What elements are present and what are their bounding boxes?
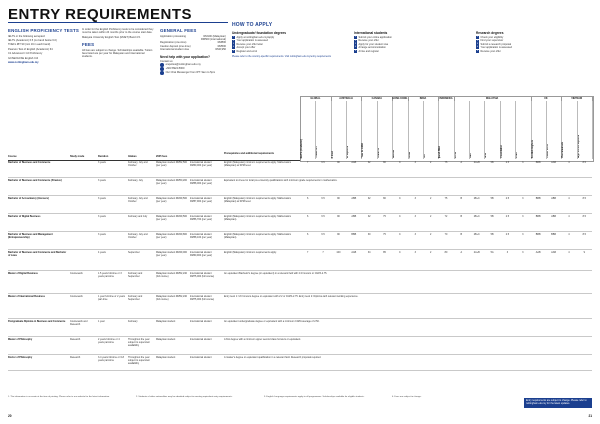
table-row: [8, 232, 592, 250]
step: 4 Your application is assessed: [476, 46, 512, 50]
duration: 4 years: [98, 251, 106, 254]
english-line: IELTS (Academic) 6.5 (no band below 6.0): [8, 38, 57, 42]
score-cell: B: [460, 233, 463, 236]
english-heading: ENGLISH PROFICIENCY TESTS: [8, 28, 80, 33]
score-cell: 2.5: [505, 215, 510, 218]
score-cell: 5A: [490, 251, 494, 254]
table-row: [8, 271, 592, 294]
qualification-header: HKDSE: [392, 101, 408, 159]
intakes: February and September: [128, 295, 143, 301]
score-cell: 85: [383, 251, 386, 254]
score-cell: 7: [307, 251, 309, 254]
qualification-header: Foundation: [500, 101, 516, 159]
step: 3 Submit a research proposal: [476, 42, 512, 46]
course-name: Bachelor of Digital Business: [8, 215, 41, 218]
duration: 3 years: [98, 179, 106, 182]
score-cell: 3: [506, 251, 509, 254]
region-band: CANADA: [361, 96, 393, 101]
english-line: TOEFL iBT 90 (min 19 in each band): [8, 43, 51, 47]
chat-icon: [160, 71, 164, 75]
score-cell: 2: [429, 251, 432, 254]
score-cell: C: [399, 215, 401, 218]
score-cell: 2: [429, 215, 432, 218]
score-cell: 72: [444, 215, 448, 218]
qualification-header: Lower Pre-U: [546, 101, 562, 159]
region-band: MALAYSIA: [454, 96, 532, 101]
step: 2 Find your supervisor: [476, 39, 504, 43]
score-cell: AAB: [351, 161, 357, 164]
contact-chat[interactable]: Our Chat Messenger from IPT: 9am to 5pm: [160, 71, 226, 75]
fee-malaysian: Malaysian student RM49,000 (per year): [156, 251, 187, 257]
col-duration: Duration: [98, 155, 109, 158]
step: 4 Arrange accommodation: [354, 46, 386, 50]
step: 2 Your application is assessed: [232, 39, 268, 43]
duration: 1.5 years full-time or 3 years part-time: [98, 272, 122, 278]
prerequisites: An equivalent undergraduate degree or equivalent with a minimum CGPA average of 2.50.: [224, 320, 320, 323]
fee-malaysian: Malaysian student RM52,500 (per year): [156, 161, 187, 167]
score-cell: 6.5: [321, 233, 325, 236]
ug-heading: Undergraduate/ foundation degrees: [232, 31, 287, 35]
score-cell: 3: [414, 251, 416, 254]
research-steps: [476, 30, 592, 53]
study-mode: Research: [70, 356, 81, 359]
score-cell: AAB: [351, 251, 357, 254]
score-cell: 4: [568, 215, 570, 218]
score-cell: 2A+B: [473, 161, 480, 164]
fees-text: All fees are subject to change. Scholarships available. Tuition fees listed are per year for Malaysian and international students.: [82, 48, 153, 59]
score-cell: 32: [367, 215, 371, 218]
english-line: Pearson Test of English (Academic) 64: [8, 47, 53, 51]
table-row: [8, 196, 592, 214]
score-cell: ABB: [551, 197, 556, 200]
qualification-header: STPM: [454, 101, 470, 159]
apply-heading: HOW TO APPLY: [232, 22, 273, 28]
footnote: 2. Students of other nationalities may be admitted subject to meeting equivalent entry requirements.: [136, 396, 233, 398]
fee-malaysian: Malaysian student RM52,240 (full course): [156, 295, 187, 301]
prerequisites: English (Malaysian) minimum requirements apply. Mathematics (Malaysian).: [224, 233, 291, 239]
how-to-apply-section: [232, 22, 592, 58]
score-cell: 3: [522, 233, 524, 236]
score-cell: 3: [414, 215, 416, 218]
page-title: ENTRY REQUIREMENTS: [8, 6, 193, 23]
notice-box: Entry requirements are subject to change. Please refer to nottingham.edu.my for the latest updates.: [524, 398, 592, 408]
contact-email[interactable]: enquiries@nottingham.edu.my: [160, 63, 226, 67]
score-cell: 75: [383, 215, 386, 218]
note-line: Malaysia University English Test (MUET) Band 4.5.: [82, 35, 141, 39]
english-line: C1 Advanced / C2 Proficiency: [8, 52, 43, 56]
score-cell: 70: [444, 233, 448, 236]
step: 3 Receive your offer letter: [232, 42, 263, 46]
intakes: February: [128, 320, 138, 323]
step: 1 Apply at nottingham.edu.my/apply: [232, 36, 275, 39]
region-band: GLOBAL: [300, 96, 332, 101]
score-cell: 5B: [490, 215, 494, 218]
score-cell: 32: [367, 197, 371, 200]
score-cell: 75: [383, 233, 386, 236]
duration: 1 year: [98, 320, 105, 323]
intl-heading: International students: [354, 31, 388, 35]
table-row: [8, 178, 592, 196]
fees-heading: FEES: [82, 42, 95, 48]
duration: 3 years: [98, 197, 106, 200]
course-name: Master of Digital Business: [8, 272, 38, 275]
course-name: Master of International Business: [8, 295, 45, 298]
table-row: [8, 250, 592, 271]
fee-malaysian: Malaysian student RM50,200 (per year): [156, 179, 187, 185]
fee-row: Caution deposit (one-time) RM500: [160, 44, 226, 48]
score-cell: 3: [522, 251, 524, 254]
intakes: February and July: [128, 215, 148, 218]
score-cell: ABB: [351, 215, 357, 218]
score-cell: 2: [429, 161, 432, 164]
score-cell: 5B: [490, 197, 494, 200]
prerequisites: English (Malaysian) minimum requirements apply. Mathematics (Malaysian) at SPM level.: [224, 161, 291, 167]
score-cell: 6.5: [321, 215, 325, 218]
score-cell: 80: [383, 197, 386, 200]
intakes: February, July and October: [128, 161, 148, 167]
score-cell: 7: [307, 161, 309, 164]
score-cell: 90: [337, 215, 340, 218]
score-cell: 75: [444, 161, 448, 164]
score-cell: 4: [568, 233, 570, 236]
col-intakes: Intakes: [128, 155, 137, 158]
score-cell: 4: [568, 197, 570, 200]
intakes: Throughout the year subject to supervisor availability: [128, 338, 150, 347]
english-proficiency-section: [8, 28, 80, 66]
qualification-header: IB Diploma: [346, 101, 362, 159]
score-cell: 3: [414, 161, 416, 164]
intakes: Throughout the year subject to supervisor availability: [128, 356, 150, 365]
ug-steps: [232, 30, 348, 53]
fee-international: International student RM75,000 (full course): [190, 272, 215, 278]
region-band: INDIA: [408, 96, 440, 101]
english-intro: IELTS or the following accepted:: [8, 34, 46, 38]
course-name: Postgraduate Diploma in Business and Commerce: [8, 320, 66, 323]
fee-malaysian: Malaysian student: [156, 356, 176, 359]
score-cell: 8.5: [582, 233, 586, 236]
contact-phone[interactable]: +603 8924 8000: [160, 67, 226, 71]
qualification-header: Scottish Highers: [531, 101, 547, 159]
score-cell: 75: [444, 197, 448, 200]
score-cell: 2B+C: [473, 215, 480, 218]
score-cell: 2.5: [505, 197, 510, 200]
course-name: Bachelor of Business and Commerce and Bachelor of Laws: [8, 251, 67, 257]
score-cell: A: [460, 251, 463, 254]
qualification-header: Ijazah SMA: [438, 101, 454, 159]
qualification-header: Year 12 ATAR: [361, 101, 377, 159]
region-band: VIETNAM: [561, 96, 593, 101]
fee-international: International student RM56,700 (per year): [190, 215, 213, 221]
region-band: INDONESIA: [438, 96, 454, 101]
step: 5 Receive your offer: [476, 49, 501, 53]
english-line: GCSE/IGCSE English C/4: [8, 56, 39, 60]
qualification-header: UEC: [469, 101, 485, 159]
qualification-header: IELTS (Academic): [300, 101, 316, 159]
score-cell: 8.5: [582, 215, 586, 218]
study-mode: Coursework and Research: [70, 320, 88, 326]
fee-international: International student: [190, 356, 212, 359]
qualification-header: BTEC: [515, 101, 531, 159]
col-course: Course: [8, 155, 17, 158]
step: 5 Register and enrol: [232, 49, 257, 53]
intakes: February, July and October: [128, 197, 148, 203]
score-cell: 4: [568, 251, 570, 254]
score-cell: 3: [414, 233, 416, 236]
prerequisites: Equivalent to A level or local pre-university qualifications with minimum grade requirements in mathematics.: [224, 179, 338, 182]
score-cell: 90: [337, 161, 340, 164]
score-cell: BBB: [551, 233, 556, 236]
qualification-header: Grade 12: [377, 101, 393, 159]
intakes: February and September: [128, 272, 143, 278]
fee-international: International student: [190, 338, 212, 341]
score-cell: 100: [336, 251, 341, 254]
duration: 3 years: [98, 233, 106, 236]
footnotes: [8, 396, 592, 399]
score-cell: C: [399, 251, 401, 254]
score-cell: 6: [307, 215, 309, 218]
col-mode: Study mode: [70, 155, 85, 158]
fee-row: Application processing RM100 (Malaysian): [160, 34, 226, 38]
score-cell: 6.5: [321, 161, 325, 164]
course-name: Bachelor of Accountancy (Honours): [8, 197, 49, 200]
score-cell: 6: [307, 197, 309, 200]
score-cell: AAB: [551, 251, 556, 254]
course-name: Doctor of Philosophy: [8, 356, 33, 359]
fee-row: Registration (one-time) RM800: [160, 41, 226, 45]
prerequisites: An equivalent Bachelor's degree (or equivalent) in a relevant field with 2:2 honours or CGPA 2.75.: [224, 272, 328, 275]
duration: 3-4 years full-time or 6-8 years part-time: [98, 356, 124, 362]
score-cell: 90: [337, 233, 340, 236]
table-row: [8, 160, 592, 178]
footnote: 4. Fees are subject to change.: [392, 396, 422, 398]
table-row: [8, 214, 592, 232]
page-number-left: 20: [8, 414, 12, 418]
general-fees-heading: GENERAL FEES: [160, 28, 197, 33]
qualification-header: ISC: [423, 101, 439, 159]
fee-malaysian: Malaysian student RM52,240 (full course): [156, 272, 187, 278]
duration: 3 years: [98, 215, 106, 218]
score-cell: 80: [383, 161, 386, 164]
general-fees-section: [160, 28, 226, 75]
study-mode: Coursework: [70, 272, 83, 275]
page-number-right: 21: [588, 414, 592, 418]
score-cell: AAB: [535, 251, 541, 254]
score-cell: 3: [522, 197, 524, 200]
prerequisites: Entry level 1: UK honours degree or equivalent with 2:2 or CGPA 2.75. Entry level 2: Diploma with relevant working experience.: [224, 295, 359, 298]
score-cell: BBB: [535, 215, 541, 218]
qualification-header: CBSE: [408, 101, 424, 159]
score-cell: 4: [568, 161, 570, 164]
qualification-header: SPM: [484, 101, 500, 159]
score-cell: 32: [367, 161, 371, 164]
region-band: AUSTRALIA: [331, 96, 363, 101]
region-band: UK: [531, 96, 563, 101]
score-cell: 34: [367, 251, 371, 254]
step: 4 Accept your offer: [232, 46, 256, 50]
qualification-header: TOEFL iBT: [315, 101, 331, 159]
apply-note[interactable]: Please refer to the country-specific requirements. Visit nottingham.edu.my/entry-requirements: [232, 55, 331, 59]
score-cell: 2B+C: [473, 197, 480, 200]
intl-steps: [354, 30, 470, 53]
score-cell: 8.5: [582, 197, 586, 200]
score-cell: 3: [414, 197, 416, 200]
duration: 1 year full-time or 2 years part-time: [98, 295, 125, 301]
score-cell: 6: [307, 233, 309, 236]
qualification-header: A level: [331, 101, 347, 159]
score-cell: C: [399, 161, 401, 164]
score-cell: 7: [322, 251, 324, 254]
fee-international: International student RM57,900 (per year): [190, 197, 213, 203]
score-cell: 9: [583, 251, 585, 254]
footnote: 3. English Language requirements apply to all programmes. Scholarships available for eligible students.: [264, 396, 365, 398]
step: 5 Arrive and register: [354, 49, 379, 53]
score-cell: 3: [522, 161, 524, 164]
duration: 3 years: [98, 161, 106, 164]
prerequisites: English (Malaysian) minimum requirements apply. Mathematics (Malaysian) at SPM level.: [224, 197, 291, 203]
score-cell: C: [399, 197, 401, 200]
region-band: HONG KONG: [392, 97, 408, 100]
score-cell: 6.5: [321, 197, 325, 200]
score-cell: BBB: [535, 197, 541, 200]
prerequisites: A master's degree or equivalent qualification in a relevant field. Research proposal required.: [224, 356, 322, 359]
qualification-header: High School Diploma: [577, 101, 593, 159]
course-name: Bachelor of Business and Commerce (Finance): [8, 179, 62, 182]
course-table: [8, 160, 592, 371]
step: 2 Receive your offer: [354, 39, 379, 43]
col-prereq: Prerequisites and additional requirements: [224, 152, 275, 155]
table-row: [8, 319, 592, 337]
fee-malaysian: Malaysian student: [156, 338, 176, 341]
course-name: Bachelor of Business and Commerce: [8, 161, 51, 164]
step: 1 Submit your online application: [354, 36, 392, 39]
intakes: February, July: [128, 179, 143, 182]
score-cell: C: [399, 233, 401, 236]
score-cell: 8.5: [582, 161, 586, 164]
table-row: [8, 355, 592, 371]
score-cell: AAB: [551, 161, 556, 164]
fee-international: International student RM60,900 (per year): [190, 251, 213, 257]
step: 1 Check your eligibility: [476, 36, 504, 39]
intakes: February, July and October: [128, 233, 148, 239]
course-name: Master of Philosophy: [8, 338, 33, 341]
course-name: Bachelor of Business and Management (Entrepreneurship): [8, 233, 53, 239]
score-cell: B: [460, 197, 463, 200]
fee-malaysian: Malaysian student RM49,500 (per year): [156, 215, 187, 221]
step: 3 Apply for your student visa: [354, 42, 388, 46]
fee-row: RM500 (international): [201, 37, 226, 41]
score-cell: 2: [429, 197, 432, 200]
score-cell: 2A+B: [473, 251, 480, 254]
table-row: [8, 294, 592, 319]
prerequisites: English (Malaysian) minimum requirements apply. Mathematics (Malaysian).: [224, 215, 291, 221]
fee-international: International student RM60,000 (per year): [190, 161, 213, 167]
help-heading: Need help with your application?: [160, 54, 210, 59]
footnote: 1. The information is accurate at the time of printing. Please refer to our website for the latest information.: [8, 396, 110, 398]
score-cell: 90: [337, 197, 340, 200]
score-cell: BBB: [535, 161, 541, 164]
fee-international: International student RM75,000 (full course): [190, 295, 215, 301]
duration: 2 years full-time or 4 years part-time: [98, 338, 120, 344]
title-rule: [8, 22, 228, 23]
fee-malaysian: Malaysian student RM49,500 (per year): [156, 197, 187, 203]
score-cell: 5B: [490, 233, 494, 236]
prerequisites: English (Malaysian) minimum requirements apply.: [224, 251, 277, 254]
table-row: [8, 337, 592, 355]
fee-international: International student RM58,100 (per year): [190, 233, 213, 239]
fee-row: International student visa RM2,950: [160, 48, 226, 52]
score-cell: BBB: [351, 233, 357, 236]
score-cell: 5B: [490, 161, 494, 164]
fee-malaysian: Malaysian student RM49,800 (per year): [156, 233, 187, 239]
score-cell: 2: [429, 233, 432, 236]
english-notes-section: [82, 28, 154, 58]
score-cell: 2B+C: [473, 233, 480, 236]
score-cell: 2.5: [505, 161, 510, 164]
score-cell: ABB: [551, 215, 556, 218]
fee-international: International student: [190, 320, 212, 323]
score-cell: A: [460, 161, 463, 164]
prerequisites: A first degree with a minimum upper second class honours or equivalent.: [224, 338, 301, 341]
score-cell: ABB: [351, 197, 357, 200]
study-mode: Coursework: [70, 295, 83, 298]
score-cell: 80: [444, 251, 448, 254]
score-cell: BBB: [535, 233, 541, 236]
score-cell: 30: [367, 233, 371, 236]
score-cell: B: [460, 215, 463, 218]
study-mode: Research: [70, 338, 81, 341]
fee-international: International student RM58,000 (per year): [190, 179, 213, 185]
fee-malaysian: Malaysian student: [156, 320, 176, 323]
note-line: In order for the English Proficiency tests to be considered they must be taken within 24 months prior to the course start date.: [82, 28, 154, 35]
col-fees: 2025 fees: [156, 155, 168, 158]
english-link[interactable]: www.nottingham.edu.my: [8, 61, 39, 65]
research-heading: Research degrees: [476, 31, 504, 35]
intakes: September: [128, 251, 140, 254]
help-sub: Contact us:: [160, 59, 174, 63]
qualification-header: Baccalaureate: [561, 101, 577, 159]
score-cell: 2.5: [505, 233, 510, 236]
score-cell: 3: [522, 215, 524, 218]
